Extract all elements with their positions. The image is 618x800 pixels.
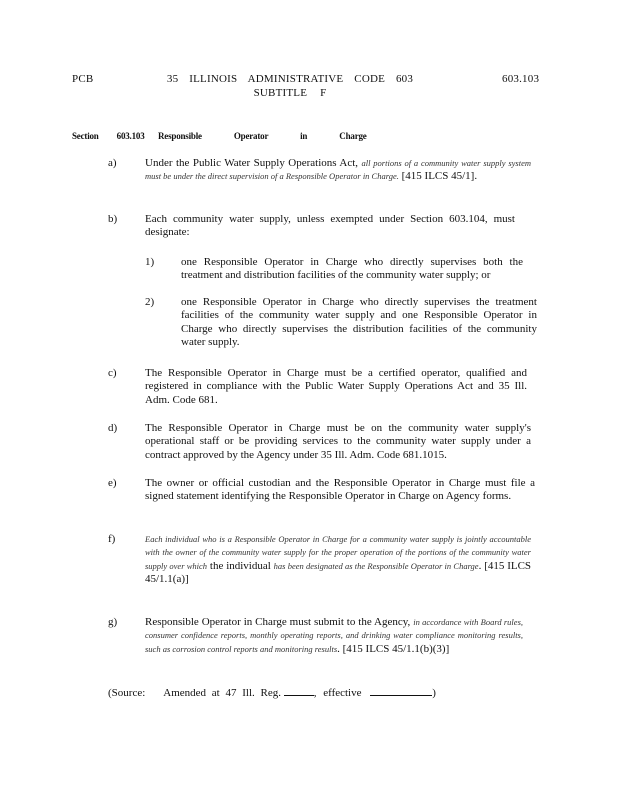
header-center-line2: SUBTITLE F [253,87,327,99]
source-comma: , [313,687,317,699]
item-g-citation: . [415 ILCS 45/1.1(b)(3)] [337,642,450,655]
item-b-text: Each community water supply, unless exempted under Section 603.104, must designate: [145,213,515,239]
item-g-text [145,616,523,656]
section-title: Responsible Operator in Charge [158,131,367,141]
item-f-mid: the individual [209,559,271,572]
subitem-label: 1) [145,256,155,268]
item-f-text [145,533,531,587]
item-label: a) [108,157,117,169]
item-g-italic: in accordance with Board rules, consumer confidence reports, monthly operating reports, and drinking water compliance monitoring results, such as corrosion control reports and monitoring results [145,617,524,654]
source-line [108,685,436,699]
source-date-blank [370,685,432,696]
header-right: 603.103 [502,73,540,85]
source-middle: Amended at 47 Ill. Reg. [163,687,281,699]
source-prefix: (Source: [108,687,146,699]
item-label: e) [108,477,117,489]
item-label: c) [108,367,117,379]
source-suffix: ) [432,687,436,699]
source-effective: effective [323,687,362,699]
source-register-blank [284,685,314,696]
item-d-text: The Responsible Operator in Charge must be on the community water supply's operational staff or be providing services to the community water supply under a contract approved by the Agency under 35 Ill. Adm. Code 681.1015. [145,422,531,461]
item-f-citation: . [415 ILCS 45/1.1(a)] [145,559,532,586]
item-label: f) [108,533,116,545]
item-a-text [145,157,531,184]
item-a-italic: all portions of a community water supply system must be under the direct supervision of a Responsible Operator in Charge. [145,158,532,182]
header-center-line1: 35 ILLINOIS ADMINISTRATIVE CODE 603 [166,73,414,85]
item-a-citation: [415 ILCS 45/1]. [401,170,478,183]
subitem-label: 2) [145,296,155,308]
item-f-italic2: has been designated as the Responsible Operator in Charge [273,560,479,571]
item-label: b) [108,213,118,225]
item-a-lead: Under the Public Water Supply Operations Act, [145,157,359,169]
item-f-italic: Each individual who is a Responsible Operator in Charge for a community water supply is jointly accountable with the owner of the community water supply for the proper operation of the portions of the community water supply over which [145,534,531,571]
item-label: d) [108,422,118,434]
section-number: Section 603.103 [72,131,145,141]
item-c-text: The Responsible Operator in Charge must be a certified operator, qualified and registered in compliance with the Public Water Supply Operations Act and 35 Ill. Adm. Code 681. [145,367,527,406]
item-label: g) [108,616,118,628]
header-left: PCB [72,73,94,85]
subitem-2-text: one Responsible Operator in Charge who directly supervises the treatment facilities of the community water supply and one Responsible Operator in Charge who directly supervises the distribution facilities of the community water supply. [181,296,537,349]
subitem-1-text: one Responsible Operator in Charge who directly supervises both the treatment and distribution facilities of the community water supply; or [181,256,523,282]
item-g-lead: Responsible Operator in Charge must submit to the Agency, [145,616,411,628]
item-e-text: The owner or official custodian and the Responsible Operator in Charge must file a signed statement identifying the Responsible Operator in Charge on Agency forms. [145,477,535,503]
